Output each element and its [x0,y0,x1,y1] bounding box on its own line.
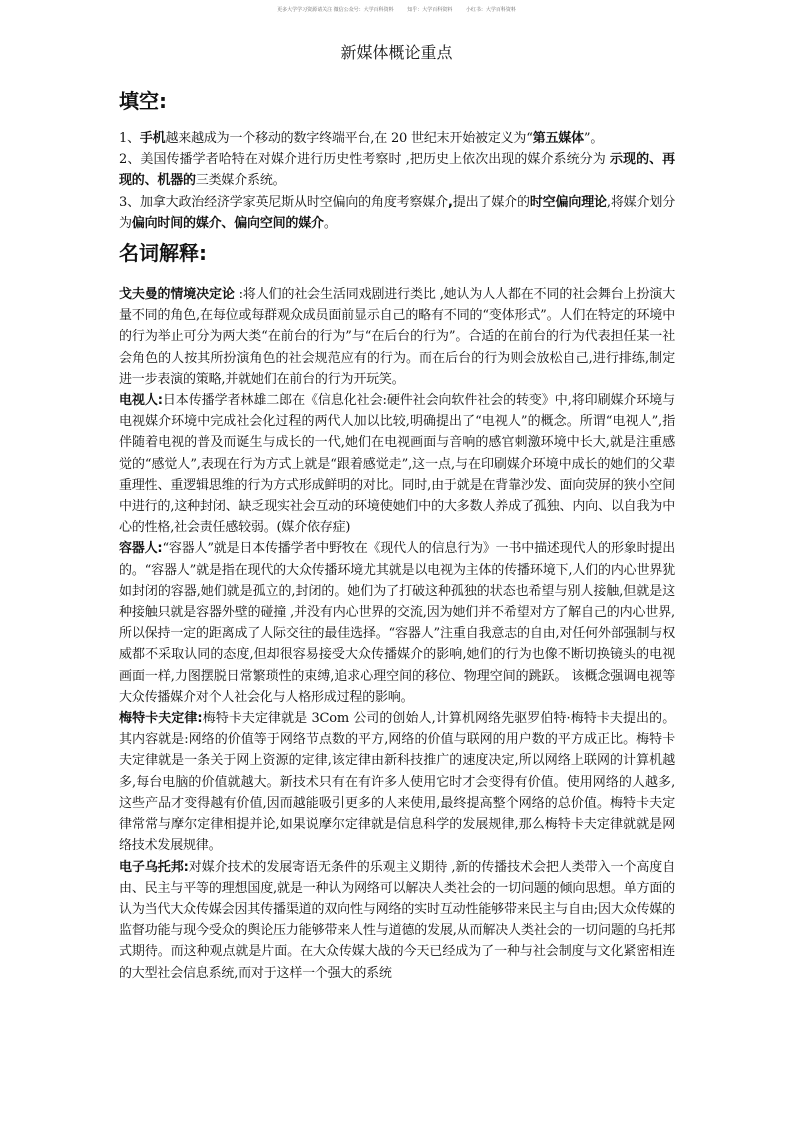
answer: 时空偏向理论 [529,194,607,210]
definition-term: 电视人: [119,393,163,409]
definition-text: 梅特卡夫定律就是 3Com 公司的创始人,计算机网络先驱罗伯特·梅特卡夫提出的。其内容就是:网络的价值等于网络节点数的平方,网络的价值与联网的用户数的平方成正比。梅特卡夫定律就是一条关于网上资源的定律,该定律由新科技推广的速度决定,所以网络上联网的计算机越多,每台电脑的价值就越大。新技术只有在有许多人使用它时才会变得有价值。使用网络的人越多,这些产品才变得越有价值,因而越能吸引更多的人来使用,最终提高整个网络的总价值。梅特卡夫定律常常与摩尔定律相提并论,如果说摩尔定律就是信息科学的发展规律,那么梅特卡夫定律就就是网络技术发展规律。 [119,711,675,854]
definition-entry [119,538,675,708]
definition-entry [119,284,675,390]
definition-entry [119,390,675,538]
definition-text: 日本传播学者林雄二郎在《信息化社会:硬件社会向软件社会的转变》中,将印刷媒介环境与电视媒介环境中完成社会化过程的两代人加以比较,明确提出了“电视人”的概念。所谓“电视人”,指伴随着电视的普及而诞生与成长的一代,她们在电视画面与音响的感官刺激环境中长大,就是注重感觉的“感觉人”,表现在行为方式上就是“跟着感觉走”,这一点,与在印刷媒介环境中成长的她们的父辈重理性、重逻辑思维的行为方式形成鲜明的对比。同时,由于就是在背靠沙发、面向荧屏的狭小空间中进行的,这种封闭、缺乏现实社会互动的环境使她们中的大多数人养成了孤独、内向、以自我为中心的性格,社会责任感较弱。(媒介依存症) [119,393,675,536]
answer: 偏向时间的媒介、偏向空间的媒介 [131,215,324,231]
definition-text: :将人们的社会生活同戏剧进行类比 ,她认为人人都在不同的社会舞台上扮演大量不同的角色,在每位或每群观众成员面前显示自己的略有不同的“变体形式”。人们在特定的环境中的行为举止可分为两大类“在前台的行为”与“在后台的行为”。合适的在前台的行为代表担任某一社会角色的人按其所扮演角色的社会规范应有的行为。而在后台的行为则会放松自己,进行排练,制定进一步表演的策略,并就她们在前台的行为开玩笑。 [119,287,675,387]
header-item: 知乎：大学百科资料 [407,7,453,13]
answer: 第五媒体 [532,131,584,146]
definition-term: 戈夫曼的情境决定论 [119,287,235,303]
answer: 手机 [139,131,166,146]
fill-in-item-3 [119,192,675,234]
definition-term: 电子乌托邦: [119,859,189,875]
text: 提出了媒介的 [452,194,530,210]
answer: 示现的、再现的、机器的 [119,152,675,189]
text: 1、 [119,131,140,146]
fill-in-item-1 [119,128,675,149]
header-item: 小红书：大学百科资料 [465,7,516,13]
text: 三类媒介系统。 [195,173,286,189]
text: ”。 [583,131,604,146]
text: 3、加拿大政治经济学家英尼斯从时空偏向的角度考察媒介 [119,194,449,210]
definition-entry [119,708,675,856]
header-item: 更多大学学习资源请关注 微信公众号：大学百科资料 [277,7,394,13]
definition-term: 梅特卡夫定律: [119,711,203,727]
fill-in-item-2 [119,149,675,191]
page-title: 新媒体概论重点 [340,43,453,62]
definition-text: 对媒介技术的发展寄语无条件的乐观主义期待 ,新的传播技术会把人类带入一个高度自由、民主与平等的理想国度,就是一种认为网络可以解决人类社会的一切问题的倾向思想。单方面的认为当代大众传媒会因其传播渠道的双向性与网络的实时互动性能够带来民主与自由;因大众传媒的监督功能与现今受众的舆论压力能够带来人性与道德的发展,从而解决人类社会的一切问题的乌托邦式期待。而这种观点就是片面。在大众传媒大战的今天已经成为了一种与社会制度与文化紧密相连的大型社会信息系统,而对于这样一个强大的系统 [119,859,676,981]
definition-text: “容器人”就是日本传播学者中野牧在《现代人的信息行为》一书中描述现代人的形象时提出的。“容器人”就是指在现代的大众传播环境尤其就是以电视为主体的传播环境下,人们的内心世界犹如封闭的容器,她们就是孤立的,封闭的。她们为了打破这种孤独的状态也希望与别人接触,但就是这种接触只就是容器外壁的碰撞 ,并没有内心世界的交流,因为她们并不希望对方了解自己的内心世界,所以保持一定的距离成了人际交往的最佳选择。“容器人”注重自我意志的自由,对任何外部强制与权威都不采取认同的态度,但却很容易接受大众传播媒介的影响,她们的行为也像不断切换镜头的电视画面一样,力图摆脱日常繁琐性的束缚,追求心理空间的移位、物理空间的跳跃。 该概念强调电视等大众传播媒介对个人社会化与人格形成过程的影响。 [119,541,675,705]
section-heading-definitions: 名词解释: [119,241,207,266]
document-body [119,86,675,984]
section-heading-fill-in: 填空: [119,89,167,113]
text: 。 [323,215,337,231]
text: 2、美国传播学者哈特在对媒介进行历史性考察时 ,把历史上依次出现的媒介系统分为 [119,152,610,168]
definition-term: 容器人: [119,541,163,557]
answer: , [448,194,453,210]
definition-entry [119,857,675,984]
text: ,将媒介划分为 [119,194,675,231]
text: 越来越成为一个移动的数字终端平台,在 20 世纪末开始被定义为“ [165,131,533,146]
page-header [0,6,793,13]
